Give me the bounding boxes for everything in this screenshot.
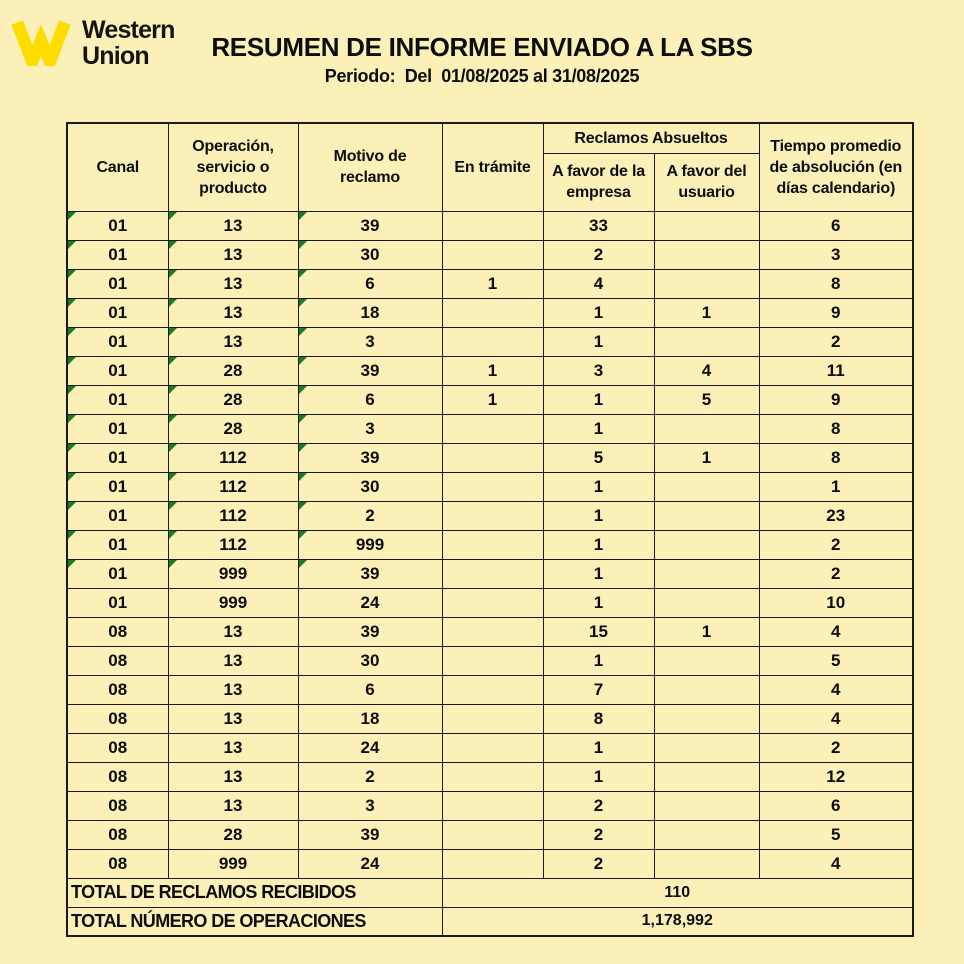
cell-corner-marker-icon [299, 415, 307, 423]
table-cell [654, 530, 759, 559]
table-cell [442, 240, 543, 269]
table-cell: 1 [442, 269, 543, 298]
table-cell [654, 646, 759, 675]
table-cell: 39 [298, 443, 442, 472]
table-cell: 1 [543, 501, 654, 530]
table-cell: 23 [759, 501, 913, 530]
table-cell [654, 849, 759, 878]
table-cell [442, 298, 543, 327]
table-cell [654, 762, 759, 791]
cell-corner-marker-icon [169, 270, 177, 278]
table-cell: 3 [298, 414, 442, 443]
table-cell [442, 762, 543, 791]
table-cell: 1 [543, 559, 654, 588]
table-cell: 08 [67, 791, 168, 820]
table-cell: 1 [543, 646, 654, 675]
table-cell: 01 [67, 443, 168, 472]
cell-corner-marker-icon [169, 241, 177, 249]
table-cell: 10 [759, 588, 913, 617]
table-cell [442, 791, 543, 820]
total-row-reclamos [67, 878, 913, 907]
table-cell: 2 [543, 791, 654, 820]
table-cell: 6 [298, 269, 442, 298]
table-cell: 08 [67, 646, 168, 675]
table-cell [654, 588, 759, 617]
cell-corner-marker-icon [68, 212, 76, 220]
cell-corner-marker-icon [68, 502, 76, 510]
table-cell: 13 [168, 675, 298, 704]
table-cell [654, 240, 759, 269]
table-cell: 28 [168, 820, 298, 849]
table-cell: 24 [298, 588, 442, 617]
table-cell: 2 [759, 327, 913, 356]
table-cell: 1 [543, 385, 654, 414]
table-cell: 13 [168, 733, 298, 762]
table-cell: 9 [759, 385, 913, 414]
table-cell [442, 530, 543, 559]
col-header-favor-usuario: A favor del usuario [654, 153, 759, 211]
table-cell: 8 [759, 414, 913, 443]
table-row [67, 211, 913, 240]
table-row [67, 617, 913, 646]
table-cell: 08 [67, 704, 168, 733]
table-cell: 13 [168, 646, 298, 675]
cell-corner-marker-icon [169, 415, 177, 423]
table-row [67, 501, 913, 530]
table-cell: 3 [298, 791, 442, 820]
table-cell: 2 [543, 849, 654, 878]
table-cell: 08 [67, 820, 168, 849]
table-row [67, 443, 913, 472]
table-cell: 1 [442, 385, 543, 414]
table-cell [654, 559, 759, 588]
table-cell [442, 559, 543, 588]
table-cell: 01 [67, 385, 168, 414]
table-cell: 30 [298, 646, 442, 675]
table-cell: 39 [298, 559, 442, 588]
table-cell [442, 501, 543, 530]
table-cell: 2 [543, 820, 654, 849]
cell-corner-marker-icon [68, 444, 76, 452]
table-cell [654, 820, 759, 849]
table-cell: 39 [298, 356, 442, 385]
table-cell: 5 [759, 820, 913, 849]
table-cell: 1 [654, 443, 759, 472]
table-cell: 8 [543, 704, 654, 733]
table-cell: 112 [168, 530, 298, 559]
cell-corner-marker-icon [169, 502, 177, 510]
cell-corner-marker-icon [299, 241, 307, 249]
total-row-operaciones [67, 907, 913, 936]
table-cell [442, 849, 543, 878]
table-cell: 112 [168, 443, 298, 472]
table-cell: 6 [759, 791, 913, 820]
table-cell: 39 [298, 617, 442, 646]
table-cell: 13 [168, 269, 298, 298]
cell-corner-marker-icon [299, 357, 307, 365]
table-row [67, 472, 913, 501]
table-cell: 39 [298, 211, 442, 240]
table-cell: 4 [543, 269, 654, 298]
table-row [67, 240, 913, 269]
table-cell: 1 [543, 472, 654, 501]
table-row [67, 704, 913, 733]
table-cell: 24 [298, 733, 442, 762]
table-cell: 9 [759, 298, 913, 327]
table-cell: 8 [759, 269, 913, 298]
table-cell: 2 [759, 733, 913, 762]
table-cell: 18 [298, 704, 442, 733]
cell-corner-marker-icon [299, 473, 307, 481]
table-row [67, 762, 913, 791]
table-cell: 2 [759, 559, 913, 588]
table-cell [442, 733, 543, 762]
table-cell: 13 [168, 762, 298, 791]
cell-corner-marker-icon [299, 444, 307, 452]
table-cell [654, 269, 759, 298]
table-cell: 5 [654, 385, 759, 414]
table-header [67, 123, 913, 211]
table-cell: 39 [298, 820, 442, 849]
wordmark-line2: Union [82, 41, 149, 70]
table-cell: 08 [67, 762, 168, 791]
col-header-tiempo-promedio: Tiempo promedio de absolución (en días calendario) [759, 123, 913, 211]
table-cell [442, 472, 543, 501]
cell-corner-marker-icon [68, 473, 76, 481]
table-cell [442, 820, 543, 849]
wordmark-line1: Western [82, 16, 175, 44]
table-cell: 1 [654, 298, 759, 327]
total-reclamos-label: TOTAL DE RECLAMOS RECIBIDOS [67, 878, 442, 907]
table-cell: 01 [67, 559, 168, 588]
table-row [67, 646, 913, 675]
col-header-reclamos-absueltos: Reclamos Absueltos [543, 123, 759, 153]
table-cell: 2 [759, 530, 913, 559]
total-reclamos-value: 110 [442, 878, 913, 907]
table-cell: 30 [298, 472, 442, 501]
table-cell: 01 [67, 298, 168, 327]
table-row [67, 269, 913, 298]
table-cell: 1 [442, 356, 543, 385]
table-cell: 08 [67, 849, 168, 878]
table-cell: 01 [67, 472, 168, 501]
table-cell: 13 [168, 240, 298, 269]
table-cell: 7 [543, 675, 654, 704]
cell-corner-marker-icon [169, 473, 177, 481]
page-title: RESUMEN DE INFORME ENVIADO A LA SBS [211, 32, 753, 62]
table-row [67, 385, 913, 414]
table-cell: 8 [759, 443, 913, 472]
cell-corner-marker-icon [68, 415, 76, 423]
table-cell: 08 [67, 733, 168, 762]
cell-corner-marker-icon [169, 357, 177, 365]
table-cell: 2 [298, 762, 442, 791]
table-cell [654, 501, 759, 530]
cell-corner-marker-icon [68, 299, 76, 307]
table-row [67, 588, 913, 617]
table-cell: 4 [759, 675, 913, 704]
cell-corner-marker-icon [68, 560, 76, 568]
table-row [67, 356, 913, 385]
col-header-motivo: Motivo de reclamo [298, 123, 442, 211]
table-cell: 13 [168, 617, 298, 646]
table-row [67, 298, 913, 327]
table-cell: 5 [543, 443, 654, 472]
total-operaciones-value: 1,178,992 [442, 907, 913, 936]
table-cell: 1 [543, 298, 654, 327]
table-cell [442, 588, 543, 617]
table-totals [67, 878, 913, 936]
table-row [67, 559, 913, 588]
col-header-favor-empresa: A favor de la empresa [543, 153, 654, 211]
cell-corner-marker-icon [299, 502, 307, 510]
table-cell: 5 [759, 646, 913, 675]
table-cell [654, 472, 759, 501]
table-cell: 2 [543, 240, 654, 269]
table-cell: 1 [654, 617, 759, 646]
table-cell: 4 [759, 617, 913, 646]
table-cell: 1 [759, 472, 913, 501]
table-cell: 01 [67, 501, 168, 530]
col-header-canal: Canal [67, 123, 168, 211]
table-cell [654, 327, 759, 356]
table-cell: 12 [759, 762, 913, 791]
cell-corner-marker-icon [299, 560, 307, 568]
table-cell: 28 [168, 385, 298, 414]
cell-corner-marker-icon [169, 212, 177, 220]
cell-corner-marker-icon [169, 444, 177, 452]
table-cell: 01 [67, 530, 168, 559]
table-cell: 1 [543, 530, 654, 559]
cell-corner-marker-icon [68, 328, 76, 336]
col-header-en-tramite: En trámite [442, 123, 543, 211]
table-row [67, 414, 913, 443]
cell-corner-marker-icon [68, 270, 76, 278]
table-cell: 1 [543, 762, 654, 791]
cell-corner-marker-icon [299, 531, 307, 539]
table-cell [442, 617, 543, 646]
table-cell [442, 414, 543, 443]
table-cell [442, 327, 543, 356]
table-cell: 3 [298, 327, 442, 356]
table-cell: 13 [168, 704, 298, 733]
table-cell: 3 [543, 356, 654, 385]
table-cell: 33 [543, 211, 654, 240]
table-cell: 112 [168, 501, 298, 530]
table-cell: 1 [543, 414, 654, 443]
table-cell: 01 [67, 211, 168, 240]
cell-corner-marker-icon [68, 386, 76, 394]
table-row [67, 327, 913, 356]
table-cell: 999 [298, 530, 442, 559]
table-cell: 3 [759, 240, 913, 269]
table-cell [442, 211, 543, 240]
cell-corner-marker-icon [299, 386, 307, 394]
table-cell: 08 [67, 617, 168, 646]
cell-corner-marker-icon [299, 299, 307, 307]
table-cell: 4 [759, 704, 913, 733]
cell-corner-marker-icon [68, 531, 76, 539]
table-cell: 13 [168, 298, 298, 327]
table-cell: 1 [543, 327, 654, 356]
table-cell: 13 [168, 327, 298, 356]
cell-corner-marker-icon [169, 328, 177, 336]
table-cell: 01 [67, 240, 168, 269]
table-cell [654, 211, 759, 240]
table-cell: 28 [168, 356, 298, 385]
table-cell: 08 [67, 675, 168, 704]
cell-corner-marker-icon [169, 560, 177, 568]
total-operaciones-label: TOTAL NÚMERO DE OPERACIONES [67, 907, 442, 936]
table-cell [654, 414, 759, 443]
table-cell [442, 646, 543, 675]
table-cell: 01 [67, 269, 168, 298]
table-cell: 999 [168, 588, 298, 617]
table-cell: 18 [298, 298, 442, 327]
table-cell: 4 [654, 356, 759, 385]
table-cell [654, 733, 759, 762]
cell-corner-marker-icon [68, 357, 76, 365]
table-cell: 13 [168, 791, 298, 820]
cell-corner-marker-icon [299, 212, 307, 220]
table-cell: 15 [543, 617, 654, 646]
cell-corner-marker-icon [169, 299, 177, 307]
table-cell [442, 675, 543, 704]
table-row [67, 849, 913, 878]
table-row [67, 791, 913, 820]
cell-corner-marker-icon [169, 386, 177, 394]
table-cell: 999 [168, 559, 298, 588]
sbs-report-table [66, 122, 914, 937]
table-row [67, 675, 913, 704]
table-cell [654, 675, 759, 704]
table-cell: 01 [67, 414, 168, 443]
table-cell: 112 [168, 472, 298, 501]
table-cell: 28 [168, 414, 298, 443]
table-cell [654, 704, 759, 733]
cell-corner-marker-icon [68, 241, 76, 249]
table-cell [654, 791, 759, 820]
table-cell: 1 [543, 733, 654, 762]
table-cell: 2 [298, 501, 442, 530]
table-cell: 6 [759, 211, 913, 240]
table-cell: 01 [67, 327, 168, 356]
col-header-operacion: Operación, servicio o producto [168, 123, 298, 211]
table-cell: 30 [298, 240, 442, 269]
table-cell: 6 [298, 385, 442, 414]
table-row [67, 820, 913, 849]
table-cell: 01 [67, 588, 168, 617]
table-cell: 6 [298, 675, 442, 704]
table-cell: 1 [543, 588, 654, 617]
table-cell: 11 [759, 356, 913, 385]
table-cell [442, 704, 543, 733]
table-row [67, 733, 913, 762]
cell-corner-marker-icon [299, 328, 307, 336]
table-cell: 13 [168, 211, 298, 240]
table-cell: 999 [168, 849, 298, 878]
table-body [67, 211, 913, 878]
report-period: Periodo: Del 01/08/2025 al 31/08/2025 [324, 66, 640, 86]
table-row [67, 530, 913, 559]
cell-corner-marker-icon [299, 270, 307, 278]
table-cell: 24 [298, 849, 442, 878]
table-cell [442, 443, 543, 472]
cell-corner-marker-icon [169, 531, 177, 539]
table-cell: 01 [67, 356, 168, 385]
table-cell: 4 [759, 849, 913, 878]
